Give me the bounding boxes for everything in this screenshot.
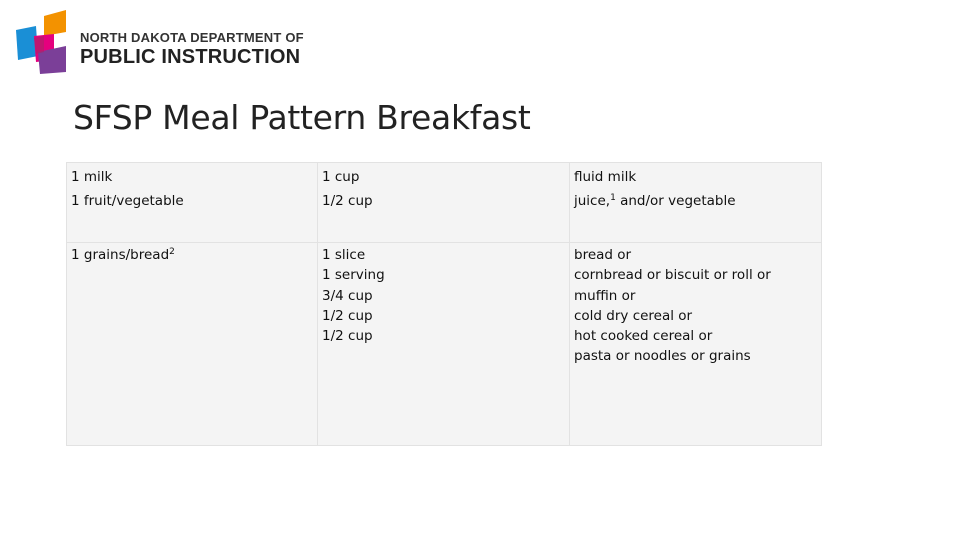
component-grains-text: 1 grains/bread <box>71 247 170 263</box>
amount-item: 1 serving <box>322 267 385 284</box>
meal-pattern-table <box>66 162 822 446</box>
page-title: SFSP Meal Pattern Breakfast <box>73 98 531 137</box>
table-cell-amount <box>318 243 570 446</box>
table-cell-component <box>67 163 318 243</box>
food-item: hot cooked cereal or <box>574 328 713 345</box>
org-name-line2: PUBLIC INSTRUCTION <box>80 46 301 68</box>
ndpi-logo-mark <box>14 8 70 74</box>
ndpi-logo <box>14 8 304 78</box>
amount-item: 1/2 cup <box>322 328 373 345</box>
food-milk: fluid milk <box>574 169 637 185</box>
component-milk: 1 milk <box>71 169 113 185</box>
footnote-marker: 2 <box>169 247 175 257</box>
org-name-line1: NORTH DAKOTA DEPARTMENT OF <box>80 30 304 45</box>
amount-item: 1/2 cup <box>322 307 373 324</box>
food-item: cornbread or biscuit or roll or <box>574 267 771 284</box>
food-item: pasta or noodles or grains <box>574 348 751 365</box>
food-item: bread or <box>574 247 632 263</box>
food-vegetable-text: and/or vegetable <box>615 193 736 209</box>
table-cell-component <box>67 243 318 446</box>
food-item: muffin or <box>574 287 636 304</box>
table-cell-food <box>570 243 822 446</box>
food-juice-vegetable <box>574 191 817 211</box>
table-row <box>67 243 822 446</box>
food-item: cold dry cereal or <box>574 307 693 324</box>
amount-fruit-vegetable: 1/2 cup <box>322 193 373 209</box>
table-cell-amount <box>318 163 570 243</box>
table-cell-food <box>570 163 822 243</box>
component-fruit-vegetable: 1 fruit/vegetable <box>71 193 184 209</box>
amount-item: 1 slice <box>322 247 366 263</box>
table-row <box>67 163 822 243</box>
footnote-marker: 1 <box>610 193 616 203</box>
amount-milk: 1 cup <box>322 169 360 185</box>
amount-item: 3/4 cup <box>322 287 373 304</box>
food-juice-text: juice, <box>574 193 611 209</box>
component-grains <box>71 245 313 265</box>
